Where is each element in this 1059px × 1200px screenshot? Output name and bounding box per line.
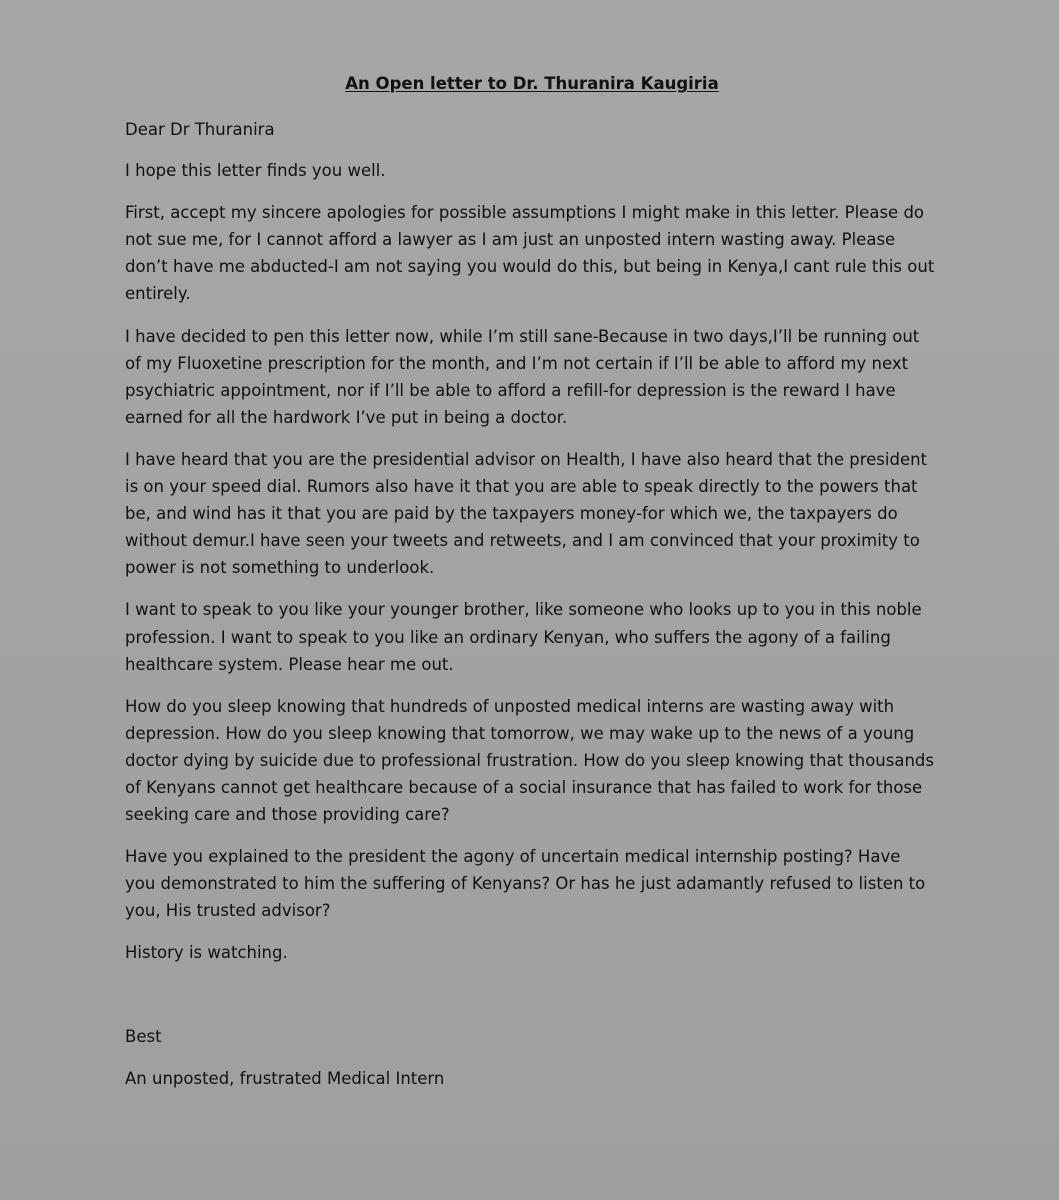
paragraph-3: I have decided to pen this letter now, while I’m still sane-Because in two days,I’ll be running out of my Fluoxetine prescription for the month, and I’m not certain if I’ll be able to afford my next psychiatric appointment, nor if I’ll be able to afford a refill-for depression is the reward I have earned for all the hardwork I’ve put in being a doctor.	[125, 326, 920, 427]
closing: Best	[125, 1026, 162, 1046]
letter-title: An Open letter to Dr. Thuranira Kaugiria	[345, 74, 719, 93]
letter-body	[125, 116, 935, 967]
paragraph-2: First, accept my sincere apologies for possible assumptions I might make in this letter. Please do not sue me, for I cannot afford a lawyer as I am just an unposted intern wasting away. Please don’t have me abducted-I am not saying you would do this, but being in Kenya,I cant rule this out entirely.	[125, 203, 935, 304]
paragraph-4: I have heard that you are the presidential advisor on Health, I have also heard that the president is on your speed dial. Rumors also have it that you are able to speak directly to the powers that be, and wind has it that you are paid by the taxpayers money-for which we, the taxpayers do without demur.I have seen your tweets and retweets, and I am convinced that your proximity to power is not something to underlook.	[125, 449, 928, 578]
paragraph-6: How do you sleep knowing that hundreds of unposted medical interns are wasting away with depression. How do you sleep knowing that tomorrow, we may wake up to the news of a young doctor dying by suicide due to professional frustration. How do you sleep knowing that thousands of Kenyans cannot get healthcare because of a social insurance that has failed to work for those seeking care and those providing care?	[125, 696, 934, 825]
paragraph-7: Have you explained to the president the agony of uncertain medical internship posting? Have you demonstrated to him the suffering of Kenyans? Or has he just adamantly refused to listen to you, His trusted advisor?	[125, 847, 926, 921]
salutation: Dear Dr Thuranira	[125, 120, 275, 139]
signature: An unposted, frustrated Medical Intern	[125, 1068, 445, 1088]
closing-block	[125, 1023, 935, 1092]
paragraph-5: I want to speak to you like your younger brother, like someone who looks up to you in this noble profession. I want to speak to you like an ordinary Kenyan, who suffers the agony of a failing healthcare system. Please hear me out.	[125, 600, 922, 674]
paragraph-1: I hope this letter finds you well.	[125, 161, 386, 181]
paragraph-8: History is watching.	[125, 943, 288, 963]
